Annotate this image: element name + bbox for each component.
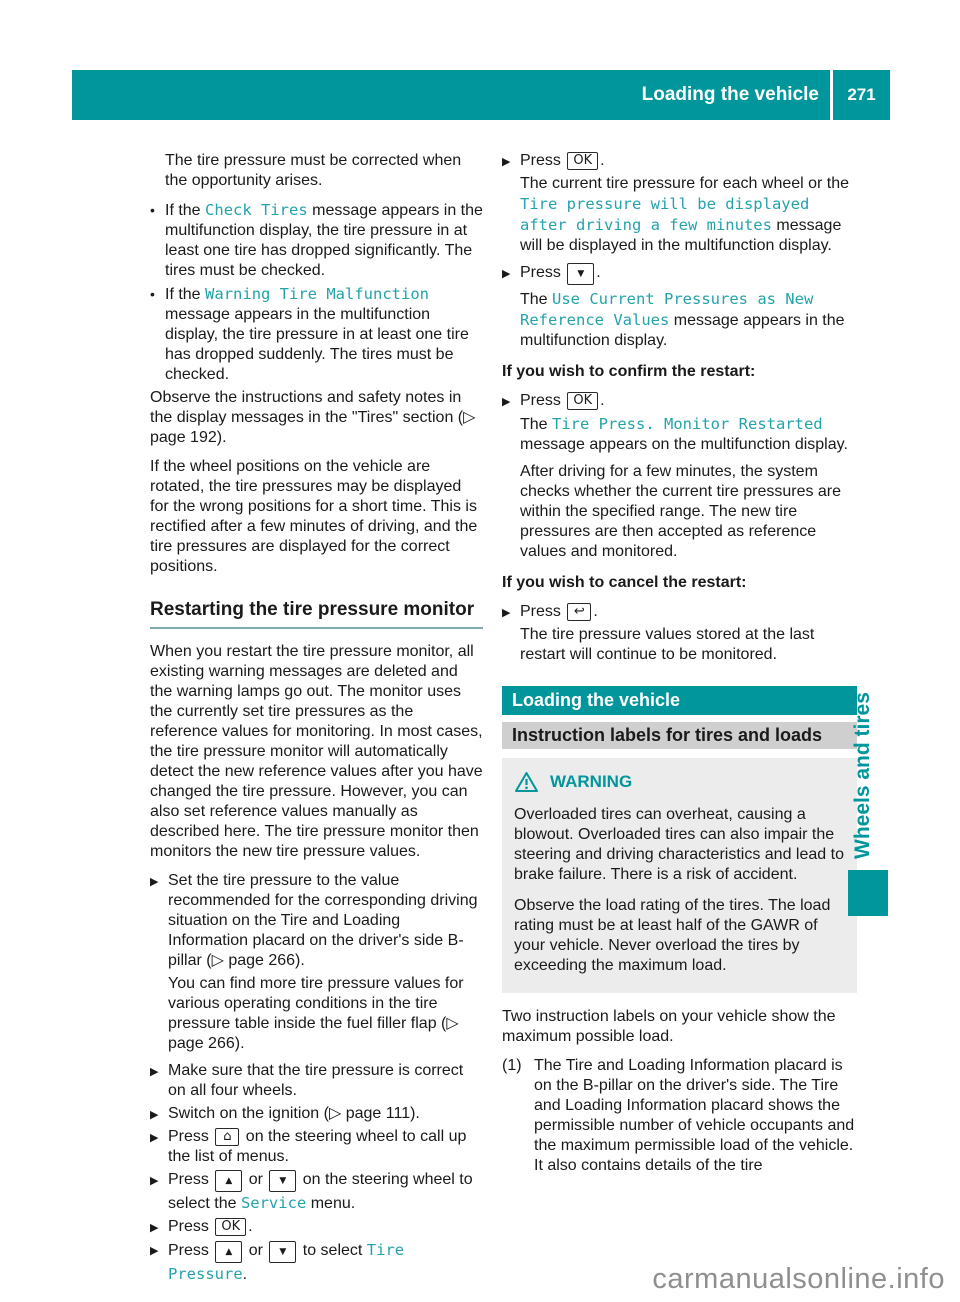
down-arrow-key-icon: ▼ [567,263,594,285]
instruction-step [502,151,857,171]
step-detail: After driving for a few minutes, the system checks whether the current tire pressures are within the specified range. The new tire pressures are then accepted as reference values and monitored. [520,463,842,560]
bullet-item [150,284,483,385]
step-arrow-icon: ▶ [150,1222,159,1234]
warning-paragraph: Observe the load rating of the tires. The load rating must be at least half of the GAWR of your vehicle. Never overload the tires by exceeding the maximum load. [514,897,831,974]
step-text: Make sure that the tire pressure is correct on all four wheels. [168,1062,464,1099]
instruction-step [150,1217,483,1237]
step-detail: You can find more tire pressure values for various operating conditions in the tire pressure table inside the fuel filler flap (▷ page 266). [168,975,464,1052]
home-key-icon: ⌂ [215,1128,239,1146]
paragraph: Two instruction labels on your vehicle show the maximum possible load. [502,1008,836,1045]
step-arrow-icon: ▶ [150,1132,159,1144]
instruction-step [502,602,857,622]
chapter-tab-label: Wheels and tires [851,692,874,859]
chapter-tab-marker [848,870,888,916]
bold-intro-line: If you wish to confirm the restart: [502,363,756,380]
bullet-item [150,200,483,281]
step-arrow-icon: ▶ [502,156,511,168]
numbered-item [502,1056,857,1176]
bullet-text: If the Warning Tire Malfunction message appears in the multifunction display, the tire pressure in at least one tire has dropped suddenly. The tires must be checked. [165,285,469,383]
step-text: Press ⌂ on the steering wheel to call up the list of menus. [168,1128,467,1165]
instruction-step [150,1240,483,1285]
bold-intro-line: If you wish to cancel the restart: [502,574,747,591]
bullet-icon: • [150,286,155,302]
display-message-text: Check Tires [205,201,308,219]
chapter-title-box: Loading the vehicle [502,686,857,715]
warning-triangle-icon [514,771,539,793]
step-text: Press ↩ . [520,603,598,620]
step-detail: The Tire Press. Monitor Restarted message appears on the multifunction display. [520,415,848,453]
instruction-step [150,871,483,971]
instruction-step [502,263,857,286]
display-message-text: Service [240,1194,307,1212]
up-arrow-key-icon: ▲ [215,1170,242,1192]
section-heading: Restarting the tire pressure monitor [150,600,483,629]
ok-key: OK [567,152,598,170]
warning-label: WARNING [550,772,633,791]
step-arrow-icon: ▶ [502,607,511,619]
watermark: carmanualsonline.info [652,1263,945,1295]
ok-key: OK [215,1218,246,1236]
display-message-text: Use Current Pressures as New Reference Values [520,290,814,329]
step-arrow-icon: ▶ [150,1245,159,1257]
paragraph: When you restart the tire pressure monitor, all existing warning messages are deleted and the warning lamps go out. The monitor uses the currently set tire pressures as the reference values for monitoring. In most cases, the tire pressure monitor will automatically detect the new reference values after you have changed the tire pressure. However, you can also set reference values manually as described here. The tire pressure monitor then monitors the new tire pressure values. [150,643,483,860]
step-arrow-icon: ▶ [150,1175,159,1187]
bullet-icon: • [150,202,155,218]
display-message-text: Tire Pressure [168,1241,405,1283]
warning-header [514,771,845,793]
step-detail: The Use Current Pressures as New Reference Values message appears in the multifunction display. [520,290,845,349]
step-arrow-icon: ▶ [502,268,511,280]
bullet-text: If the Check Tires message appears in the multifunction display, the tire pressure in at least one tire has dropped significantly. The tires must be checked. [165,201,483,279]
down-arrow-key-icon: ▼ [269,1170,296,1192]
numbered-text: The Tire and Loading Information placard is on the B-pillar on the driver's side. The Tire and Loading Information placard shows the permissible number of vehicle occupants and the maximum permissible load of the vehicle. It also contains details of the tire [534,1057,855,1174]
step-text: Press OK . [168,1218,253,1235]
instruction-step [150,1104,483,1124]
step-text: Set the tire pressure to the value recommended for the corresponding driving situation on the Tire and Loading Information placard on the driver's side B-pillar (▷ page 266). [168,872,478,969]
display-message-text: Tire pressure will be displayed after driving a few minutes [520,195,810,234]
page-number: 271 [847,85,876,104]
step-detail: The current tire pressure for each wheel or the Tire pressure will be displayed after driving a few minutes message will be displayed in the multifunction display. [520,175,850,254]
page-title: Loading the vehicle [641,84,819,105]
paragraph: The tire pressure must be corrected when the opportunity arises. [165,152,462,189]
step-text: Press OK . [520,392,605,409]
display-message-text: Warning Tire Malfunction [205,285,429,303]
page-number-box [833,70,890,120]
instruction-step [150,1127,483,1167]
instruction-step [502,391,857,411]
step-text: Switch on the ignition (▷ page 111). [168,1105,420,1122]
up-arrow-key-icon: ▲ [215,1241,242,1263]
instruction-step [150,1061,483,1101]
step-text: Press ▼ . [520,264,601,281]
step-arrow-icon: ▶ [150,1109,159,1121]
item-number: (1) [502,1057,522,1074]
instruction-step [150,1170,483,1214]
step-text: Press OK . [520,152,605,169]
section-title-box: Instruction labels for tires and loads [502,722,857,749]
step-arrow-icon: ▶ [150,1066,159,1078]
warning-paragraph: Overloaded tires can overheat, causing a blowout. Overloaded tires can also impair the steering and driving characteristics and lead to brake failure. There is a risk of accident. [514,806,844,883]
back-key-icon: ↩ [567,603,591,621]
page-header-bar [72,70,890,120]
warning-box [502,758,857,993]
step-arrow-icon: ▶ [502,396,511,408]
step-detail: The tire pressure values stored at the last restart will continue to be monitored. [520,626,815,663]
display-message-text: Tire Press. Monitor Restarted [552,415,823,433]
step-text: Press ▲ or ▼ on the steering wheel to select the Service menu. [168,1171,473,1212]
down-arrow-key-icon: ▼ [269,1241,296,1263]
left-column [150,151,483,1288]
ok-key: OK [567,392,598,410]
step-text: Press ▲ or ▼ to select Tire Pressure. [168,1241,405,1283]
right-column [502,151,857,1179]
step-arrow-icon: ▶ [150,876,159,888]
paragraph: If the wheel positions on the vehicle are rotated, the tire pressures may be displayed for the wrong positions for a short time. This is rectified after a few minutes of driving, and the tire pressures are displayed for the correct positions. [150,458,478,575]
page-header-title-box [72,70,830,120]
paragraph: Observe the instructions and safety notes in the display messages in the "Tires" section (▷ page 192). [150,389,476,446]
